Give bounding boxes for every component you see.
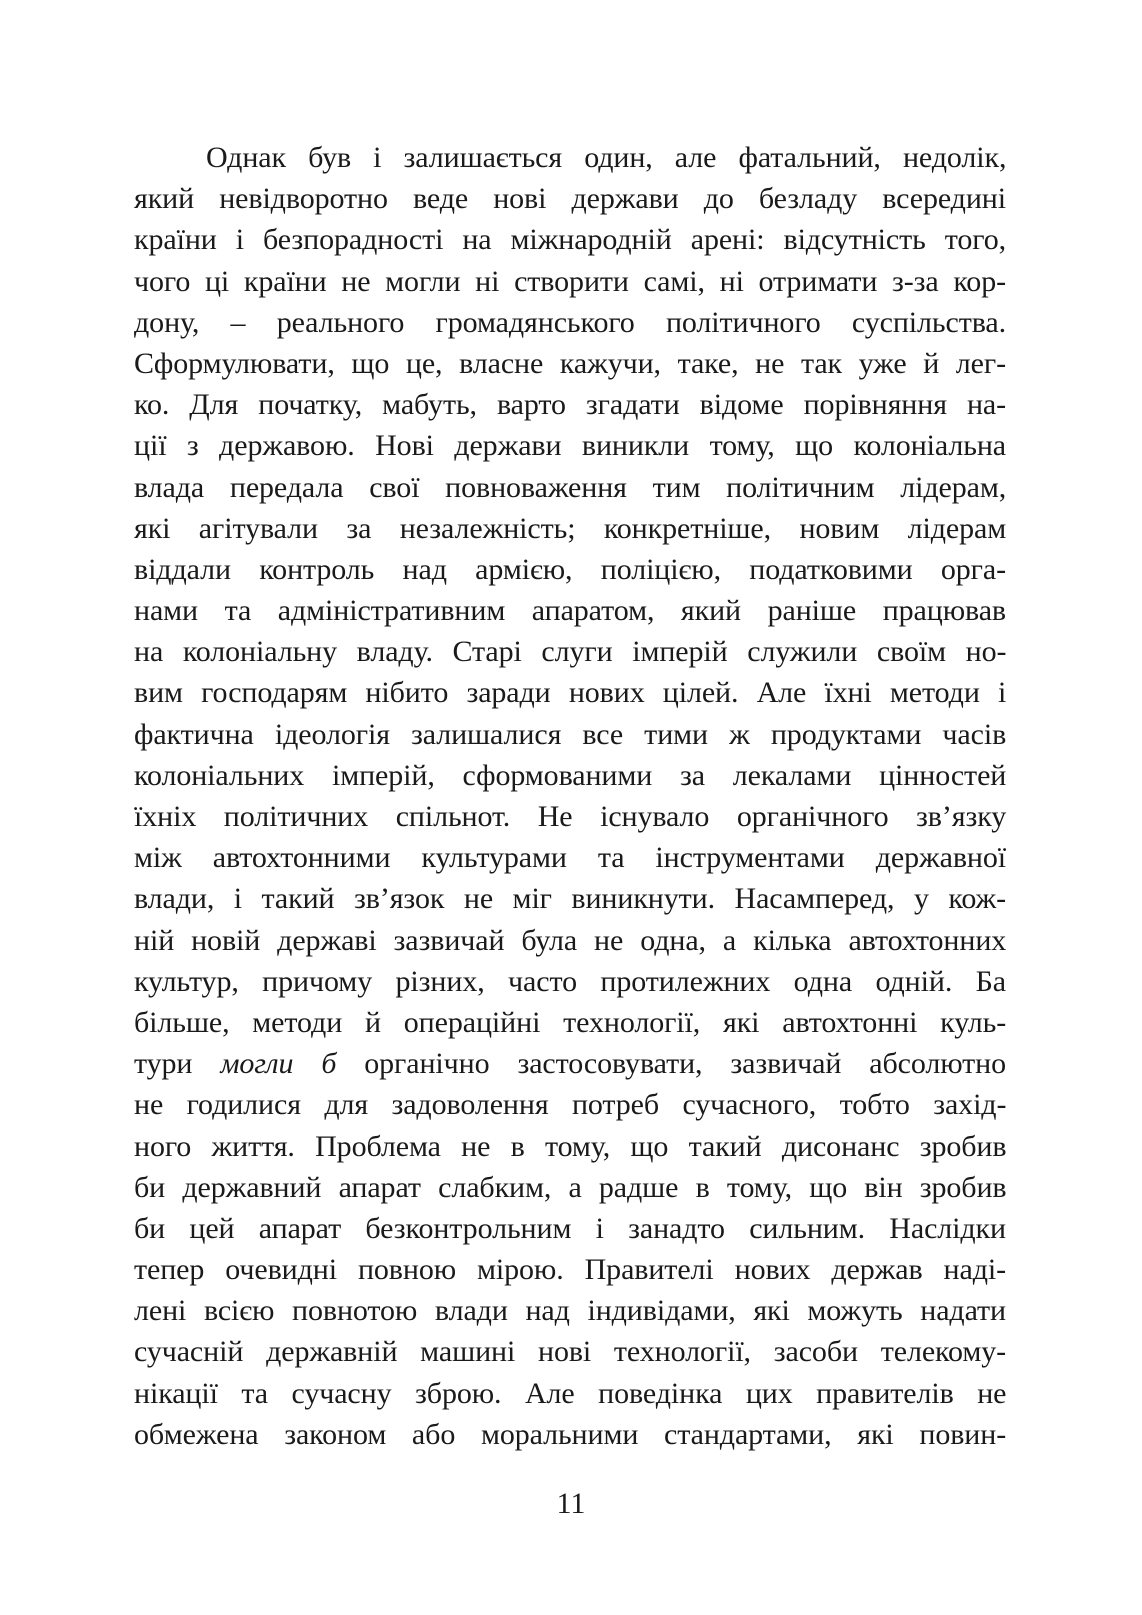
text-line: віддали контроль над армією, поліцією, податковими орга- bbox=[134, 552, 1006, 586]
text-line: колоніальних імперій, сформованими за лекалами цінностей bbox=[134, 758, 1007, 792]
text-line: сучасній державній машині нові технології, засоби телекому- bbox=[134, 1335, 1006, 1369]
italic-phrase: могли б bbox=[220, 1047, 337, 1081]
text-line: Однак був і залишається один, але фатальний, недолік, bbox=[206, 141, 1007, 174]
text-line: між автохтонними культурами та інструментами державної bbox=[134, 841, 1006, 875]
text-line: нами та адміністративним апаратом, який раніше працював bbox=[134, 594, 1006, 628]
text-line: тепер очевидні повною мірою. Правителі нових держав наді- bbox=[134, 1253, 1006, 1287]
text-segment: органічно застосовувати, зазвичай абсолютно bbox=[336, 1047, 1006, 1081]
text-line-with-italic bbox=[134, 1043, 1006, 1084]
text-line: ко. Для початку, мабуть, варто згадати відоме порівняння на- bbox=[134, 388, 1007, 422]
text-line: би державний апарат слабким, а радше в тому, що він зробив bbox=[134, 1170, 1007, 1204]
text-line: Сформулювати, що це, власне кажучи, таке, не так уже й лег- bbox=[134, 346, 1006, 380]
text-line: чого ці країни не могли ні створити самі, ні отримати з-за кор- bbox=[134, 264, 1006, 298]
text-line: обмежена законом або моральними стандартами, які повин- bbox=[134, 1417, 1007, 1451]
page-number: 11 bbox=[556, 1487, 586, 1520]
text-line: дону, – реального громадянського політичного суспільства. bbox=[134, 305, 1006, 339]
text-line: ного життя. Проблема не в тому, що такий дисонанс зробив bbox=[134, 1129, 1007, 1163]
text-line: країни і безпорадності на міжнародній арені: відсутність того, bbox=[134, 223, 1006, 257]
text-line: ній новій державі зазвичай була не одна, а кілька автохтонних bbox=[134, 923, 1007, 957]
text-line: на колоніальну владу. Старі слуги імперій служили своїм но- bbox=[134, 635, 1007, 669]
text-line: більше, методи й операційні технології, які автохтонні куль- bbox=[134, 1005, 1007, 1039]
text-line: який невідворотно веде нові держави до безладу всередині bbox=[134, 182, 1006, 216]
text-line: лені всією повнотою влади над індивідами, які можуть надати bbox=[134, 1294, 1006, 1328]
text-line: ції з державою. Нові держави виникли тому, що колоніальна bbox=[134, 429, 1006, 463]
body-text bbox=[134, 137, 1006, 1455]
text-line: їхніх політичних спільнот. Не існувало органічного зв’язку bbox=[134, 800, 1007, 833]
text-segment: тури bbox=[134, 1047, 221, 1081]
text-line: фактична ідеологія залишалися все тими ж продуктами часів bbox=[134, 717, 1007, 751]
text-line: влади, і такий зв’язок не міг виникнути. Насамперед, у кож- bbox=[134, 882, 1006, 916]
text-line: би цей апарат безконтрольним і занадто сильним. Наслідки bbox=[134, 1211, 1006, 1245]
text-line: культур, причому різних, часто протилежних одна одній. Ба bbox=[134, 964, 1006, 998]
text-line: влада передала свої повноваження тим політичним лідерам, bbox=[134, 470, 1007, 504]
text-line: вим господарям нібито заради нових цілей. Але їхні методи і bbox=[134, 676, 1007, 710]
text-line: нікації та сучасну зброю. Але поведінка цих правителів не bbox=[134, 1376, 1007, 1410]
text-line: які агітували за незалежність; конкретніше, новим лідерам bbox=[134, 511, 1007, 545]
text-line: не годилися для задоволення потреб сучасного, тобто захід- bbox=[134, 1088, 1007, 1122]
